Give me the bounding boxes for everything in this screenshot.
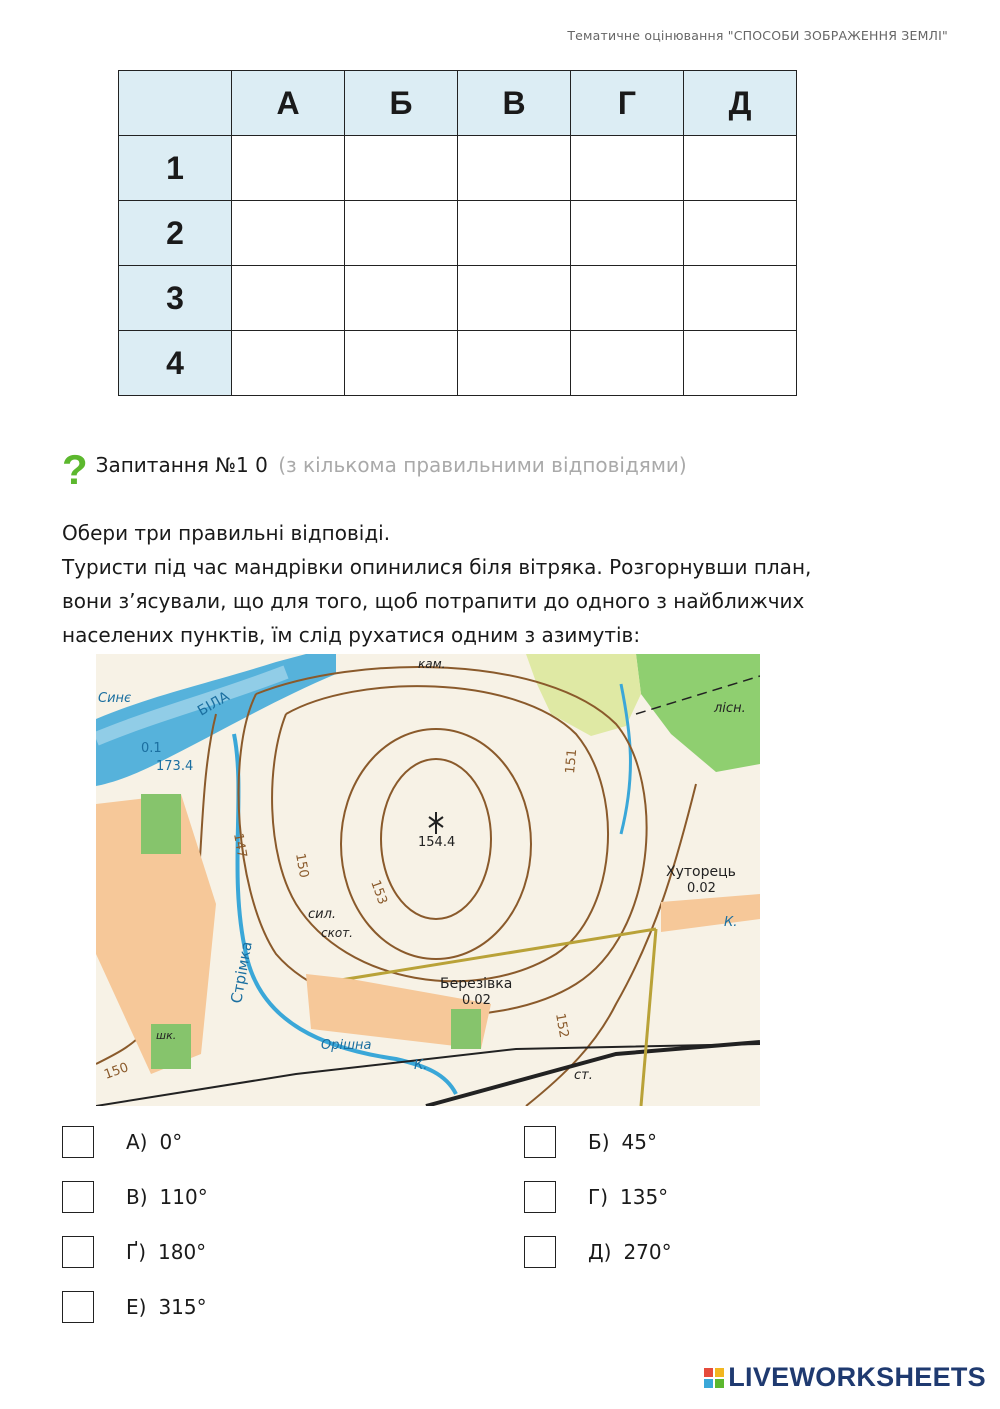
option-value: 180° (158, 1240, 207, 1264)
table-cell[interactable] (571, 331, 684, 396)
map-label-cattle: скот. (321, 926, 353, 940)
column-header: В (458, 71, 571, 136)
answer-table (118, 70, 797, 396)
table-cell[interactable] (345, 266, 458, 331)
row-header: 2 (119, 201, 232, 266)
map-label-river-point: 173.4 (156, 759, 194, 774)
option-letter: Е) (126, 1295, 147, 1319)
table-cell[interactable] (458, 136, 571, 201)
question-title (62, 446, 687, 493)
question-text-line: Туристи під час мандрівки опинилися біля вітряка. Розгорнувши план, (62, 555, 812, 579)
question-label: Запитання №1 0 (95, 453, 268, 477)
map-label-river-note: Синє (98, 691, 132, 706)
option-letter: Д) (588, 1240, 612, 1264)
topographic-map (96, 654, 760, 1106)
table-cell[interactable] (232, 331, 345, 396)
option-h (524, 1181, 668, 1213)
map-label-contour: 153 (367, 878, 390, 907)
map-label-contour: 147 (230, 832, 250, 860)
table-cell[interactable] (458, 266, 571, 331)
map-label-creek: Орішна (321, 1038, 372, 1053)
map-label-well: К. (414, 1058, 428, 1073)
row-header: 1 (119, 136, 232, 201)
map-label-silo: сил. (308, 907, 337, 922)
option-value: 45° (621, 1130, 657, 1154)
option-letter: В) (126, 1185, 148, 1209)
option-b (524, 1126, 657, 1158)
table-cell[interactable] (232, 201, 345, 266)
question-note: (з кількома правильними відповідями) (278, 453, 687, 477)
table-cell[interactable] (345, 136, 458, 201)
option-e (62, 1291, 207, 1323)
option-checkbox[interactable] (62, 1236, 94, 1268)
map-label-well: К. (724, 915, 738, 930)
option-d (524, 1236, 672, 1268)
map-label-quarry: кам. (418, 657, 446, 671)
column-header: Д (684, 71, 797, 136)
map-label-school: шк. (156, 1029, 177, 1042)
map-label-stream: Стрімка (227, 940, 256, 1005)
question-text-line: вони з’ясували, що для того, щоб потрапити до одного з найближчих (62, 589, 805, 613)
table-cell[interactable] (684, 201, 797, 266)
map-label-peak: 154.4 (418, 835, 456, 850)
option-letter: А) (126, 1130, 148, 1154)
table-corner-cell (119, 71, 232, 136)
option-checkbox[interactable] (524, 1236, 556, 1268)
option-checkbox[interactable] (524, 1126, 556, 1158)
map-label-river: БІЛА (195, 688, 233, 720)
option-letter: Б) (588, 1130, 610, 1154)
liveworksheets-logo (704, 1362, 986, 1393)
table-cell[interactable] (345, 331, 458, 396)
map-label-station: ст. (574, 1068, 593, 1083)
option-checkbox[interactable] (524, 1181, 556, 1213)
map-label-village1: Березівка (440, 976, 513, 992)
map-label-contour: 152 (552, 1012, 572, 1040)
logo-icon (704, 1368, 724, 1388)
column-header: А (232, 71, 345, 136)
table-cell[interactable] (458, 201, 571, 266)
column-header: Г (571, 71, 684, 136)
row-header: 3 (119, 266, 232, 331)
table-cell[interactable] (684, 266, 797, 331)
option-value: 270° (623, 1240, 672, 1264)
table-cell[interactable] (571, 201, 684, 266)
table-cell[interactable] (232, 266, 345, 331)
option-value: 135° (620, 1185, 669, 1209)
row-header: 4 (119, 331, 232, 396)
option-a (62, 1126, 182, 1158)
map-label-forest: лісн. (714, 701, 746, 716)
question-text-line: населених пунктів, їм слід рухатися одним з азимутів: (62, 623, 641, 647)
option-letter: Г) (588, 1185, 608, 1209)
question-mark-icon: ? (62, 446, 88, 493)
table-cell[interactable] (684, 331, 797, 396)
option-value: 315° (158, 1295, 207, 1319)
table-cell[interactable] (232, 136, 345, 201)
column-header: Б (345, 71, 458, 136)
page-header-title: Тематичне оцінювання "СПОСОБИ ЗОБРАЖЕННЯ ЗЕМЛІ" (567, 28, 948, 43)
table-cell[interactable] (345, 201, 458, 266)
option-letter: Ґ) (126, 1240, 146, 1264)
question-instruction: Обери три правильні відповіді. (62, 521, 391, 545)
table-cell[interactable] (458, 331, 571, 396)
option-value: 110° (159, 1185, 208, 1209)
option-checkbox[interactable] (62, 1126, 94, 1158)
option-checkbox[interactable] (62, 1291, 94, 1323)
table-cell[interactable] (571, 266, 684, 331)
option-v (62, 1181, 208, 1213)
map-label-village2-val: 0.02 (687, 881, 716, 896)
logo-text: LIVEWORKSHEETS (728, 1362, 986, 1392)
option-checkbox[interactable] (62, 1181, 94, 1213)
map-label-village1-val: 0.02 (462, 993, 491, 1008)
map-label-village2: Хуторець (666, 864, 736, 880)
option-g (62, 1236, 206, 1268)
option-value: 0° (159, 1130, 183, 1154)
map-label-contour: 150 (102, 1060, 131, 1083)
map-label-contour: 151 (563, 748, 581, 775)
map-label-contour: 150 (292, 852, 312, 880)
map-label-river-speed: 0.1 (141, 741, 162, 756)
table-cell[interactable] (684, 136, 797, 201)
table-cell[interactable] (571, 136, 684, 201)
